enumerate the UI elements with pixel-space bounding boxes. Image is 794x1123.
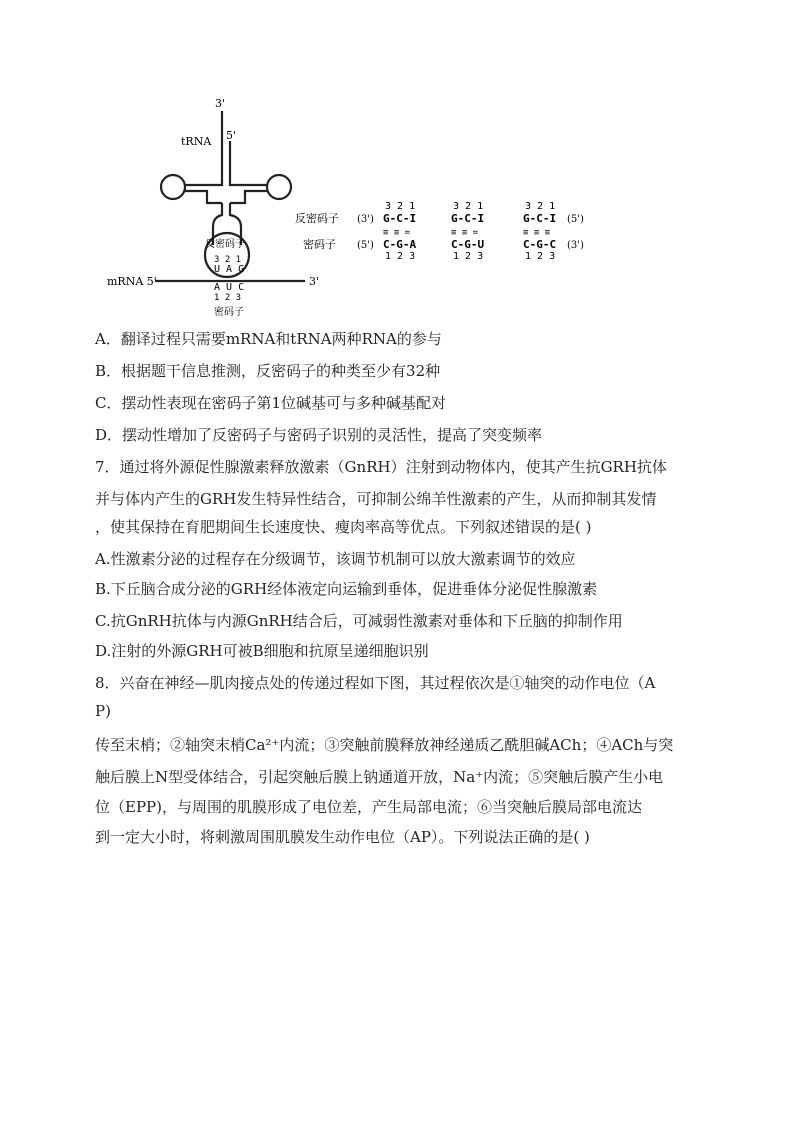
group-2-codon: C-G-U [451, 238, 485, 251]
label-anticodon: 反密码子 [205, 239, 245, 250]
loop-bases-anticodon: U A G [214, 264, 245, 275]
q7-option-c: C.抗GnRH抗体与内源GnRH结合后，可减弱性激素对垂体和下丘脑的抑制作用 [95, 612, 623, 630]
svg-text:≡ ≡ =: ≡ ≡ = [383, 228, 411, 238]
q7-stem-line-3: ，使其保持在育肥期间生长速度快、瘦肉率高等优点。下列叙述错误的是( ) [95, 518, 592, 536]
q7-stem-line-1: 7．通过将外源促性腺激素释放激素（GnRH）注射到动物体内，使其产生抗GRH抗体 [95, 458, 667, 476]
table-left-end-anticodon: (3') [357, 214, 374, 225]
group-3-bottom-nums: 1 2 3 [525, 251, 556, 262]
group-2-anticodon: G-C-I [451, 212, 485, 225]
group-1-bottom-nums: 1 2 3 [385, 251, 416, 262]
pair-group-3 [523, 201, 556, 262]
group-1-codon: C-G-A [383, 238, 417, 251]
svg-text:≡ ≡ =: ≡ ≡ = [451, 228, 479, 238]
q7-stem-line-2: 并与体内产生的GRH发生特异性结合，可抑制公绵羊性激素的产生，从而抑制其发情 [95, 490, 657, 508]
group-2-top-nums: 3 2 1 [453, 201, 484, 212]
label-trna: tRNA [181, 135, 212, 148]
loop-numbers-bottom: 1 2 3 [214, 293, 242, 303]
trna-diagram [95, 95, 615, 320]
q8-line-3: 传至末梢；②轴突末梢Ca²⁺内流；③突触前膜释放神经递质乙酰胆碱ACh；④ACh与突 [95, 736, 674, 754]
group-1-anticodon: G-C-I [383, 212, 417, 225]
q8-line-1: 8．兴奋在神经—肌肉接点处的传递过程如下图，其过程依次是①轴突的动作电位（A [95, 674, 656, 692]
label-3prime-top: 3' [215, 97, 226, 110]
q6-option-c: C．摆动性表现在密码子第1位碱基可与多种碱基配对 [95, 394, 447, 412]
group-3-anticodon: G-C-I [523, 212, 557, 225]
group-2-bottom-nums: 1 2 3 [453, 251, 484, 262]
q6-option-a: A．翻译过程只需要mRNA和tRNA两种RNA的参与 [95, 330, 442, 348]
table-right-end-anticodon: (5') [567, 214, 584, 225]
label-5prime-top: 5' [226, 129, 237, 142]
loop-bases-codon: A U C [214, 282, 245, 293]
trna-figure [95, 95, 615, 320]
t-loop [267, 175, 291, 199]
q7-option-a: A.性激素分泌的过程存在分级调节，该调节机制可以放大激素调节的效应 [95, 550, 576, 568]
loop-numbers-top: 3 2 1 [214, 255, 242, 265]
q8-line-4: 触后膜上N型受体结合，引起突触后膜上钠通道开放，Na⁺内流；⑤突触后膜产生小电 [95, 768, 664, 786]
label-codon: 密码子 [214, 307, 244, 318]
svg-text:≡ ≡ ≡: ≡ ≡ ≡ [523, 228, 551, 238]
group-3-codon: C-G-C [523, 238, 557, 251]
pair-group-2 [451, 201, 484, 262]
q8-line-6: 到一定大小时，将刺激周围肌膜发生动作电位（AP）。下列说法正确的是( ) [95, 828, 590, 846]
table-row-codon-label: 密码子 [303, 238, 336, 251]
label-mrna-5prime: mRNA 5' [107, 275, 157, 288]
group-1-top-nums: 3 2 1 [385, 201, 416, 212]
label-mrna-3prime: 3' [309, 275, 320, 288]
group-3-top-nums: 3 2 1 [525, 201, 556, 212]
table-row-anticodon-label: 反密码子 [295, 212, 339, 225]
d-loop [161, 175, 185, 199]
table-right-end-codon: (3') [567, 240, 584, 251]
q7-option-d: D.注射的外源GRH可被B细胞和抗原呈递细胞识别 [95, 642, 429, 660]
q6-option-b: B．根据题干信息推测，反密码子的种类至少有32种 [95, 362, 441, 380]
q7-option-b: B.下丘脑合成分泌的GRH经体液定向运输到垂体，促进垂体分泌促性腺激素 [95, 580, 598, 598]
q8-line-2: P) [95, 702, 111, 720]
q8-line-5: 位（EPP)，与周围的肌膜形成了电位差，产生局部电流；⑥当突触后膜局部电流达 [95, 798, 642, 816]
table-left-end-codon: (5') [357, 240, 374, 251]
q6-option-d: D．摆动性增加了反密码子与密码子识别的灵活性，提高了突变频率 [95, 426, 543, 444]
pair-group-1 [383, 201, 416, 262]
